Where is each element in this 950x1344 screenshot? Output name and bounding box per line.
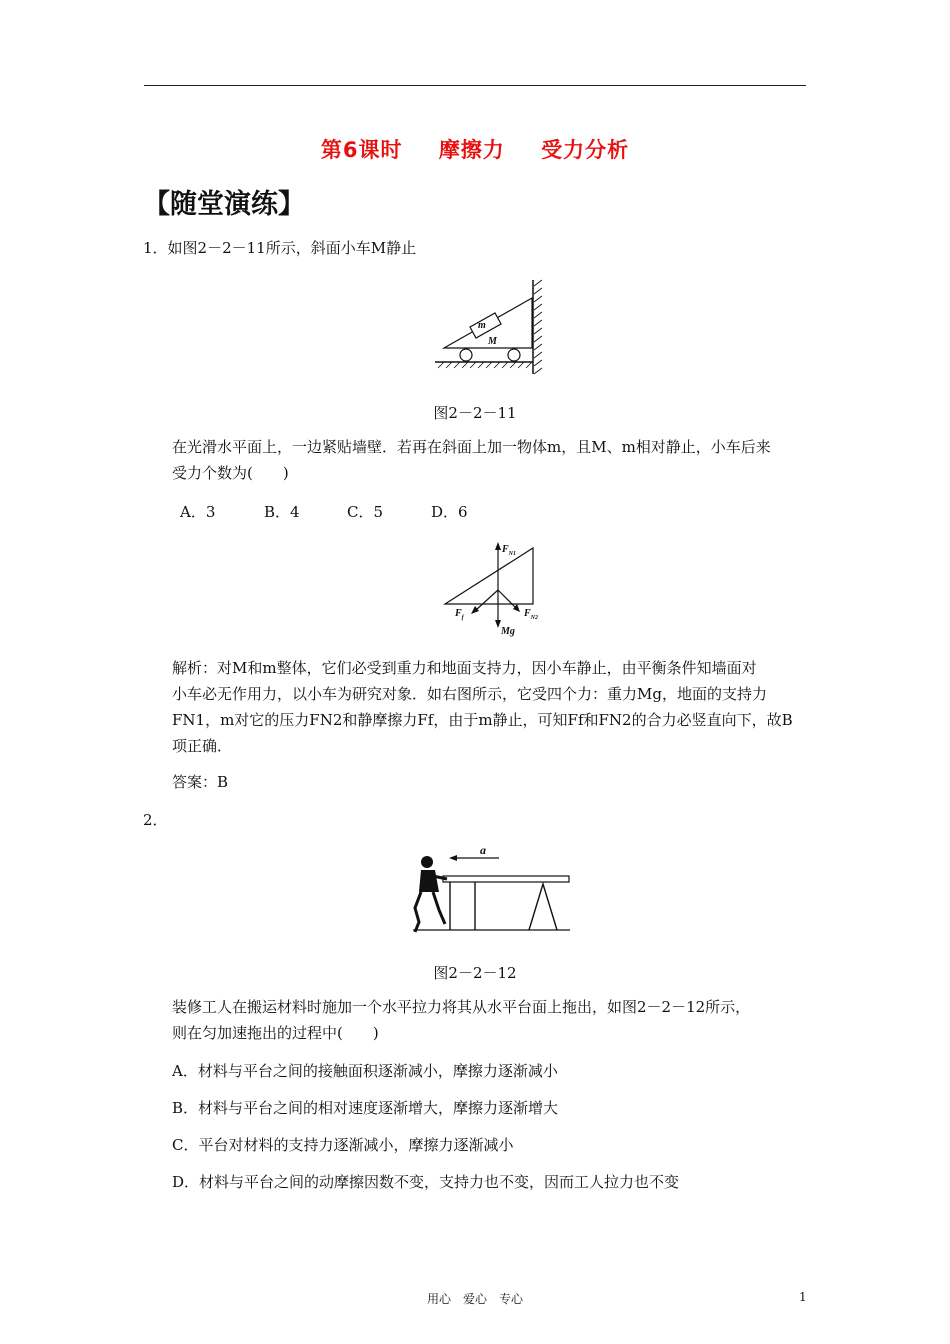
q1-analysis-line1: 解析：对M和m整体，它们必受到重力和地面支持力，因小车静止，由平衡条件知墙面对 [172,659,757,677]
q1-analysis-line3: FN1，m对它的压力FN2和静摩擦力Ff，由于m静止，可知Ff和FN2的合力必竖直向下，故B [172,711,793,729]
q2-option-b: B．材料与平台之间的相对速度逐渐增大，摩擦力逐渐增大 [172,1099,559,1117]
label-ff: F [455,608,462,619]
svg-text:Ff [454,608,465,621]
svg-text:FN2 [523,608,538,621]
q1-option-d: D．6 [431,503,468,521]
label-ff-sub: f [461,615,464,621]
label-fn2-sub: N2 [530,615,539,621]
title-topic-friction: 摩擦力 [438,138,505,162]
q1-figure-caption: 图2－2－11 [433,404,517,422]
title-topic-force-analysis: 受力分析 [541,138,630,162]
label-fn2: F [524,608,531,619]
label-M: M [488,336,497,347]
figure-2-2-12 [405,842,575,938]
q1-body-line2: 受力个数为( ) [172,464,289,482]
label-fn1-sub: N1 [508,551,517,557]
q1-option-b: B．4 [264,503,300,521]
section-heading: 【随堂演练】 [143,189,305,220]
figure-2-2-11 [430,278,550,378]
q2-body-line2: 则在匀加速拖出的过程中( ) [172,1024,379,1042]
svg-text:FN1 [501,544,516,557]
label-mg: Mg [501,626,515,637]
page-title [0,134,950,164]
q2-number: 2． [143,811,168,829]
page-footer: 用心 爱心 专心 [426,1292,523,1306]
q1-answer: 答案：B [172,773,229,791]
q1-body-line1: 在光滑水平面上，一边紧贴墙壁．若再在斜面上加一物体m，且M、m相对静止，小车后来 [172,438,771,456]
q2-body-line1: 装修工人在搬运材料时施加一个水平拉力将其从水平台面上拖出，如图2－2－12所示， [172,998,751,1016]
q2-figure-caption: 图2－2－12 [433,964,517,982]
q1-option-c: C．5 [347,503,384,521]
page-number: 1 [799,1290,807,1304]
q1-option-a: A．3 [180,503,216,521]
q1-stem: 1．如图2－2－11所示，斜面小车M静止 [143,239,417,257]
force-diagram [440,538,550,638]
q2-option-d: D．材料与平台之间的动摩擦因数不变，支持力也不变，因而工人拉力也不变 [172,1173,680,1191]
q1-analysis-line4: 项正确． [172,737,233,755]
q1-analysis-line2: 小车必无作用力，以小车为研究对象．如右图所示，它受四个力：重力Mg，地面的支持力 [172,685,767,703]
q2-option-a: A．材料与平台之间的接触面积逐渐减小，摩擦力逐渐减小 [172,1062,558,1080]
header-rule [144,85,806,86]
label-a: a [480,843,486,857]
q2-option-c: C．平台对材料的支持力逐渐减小，摩擦力逐渐减小 [172,1136,514,1154]
label-fn1: F [502,544,509,555]
label-m: m [478,320,486,331]
title-lesson: 第6课时 [320,138,403,162]
